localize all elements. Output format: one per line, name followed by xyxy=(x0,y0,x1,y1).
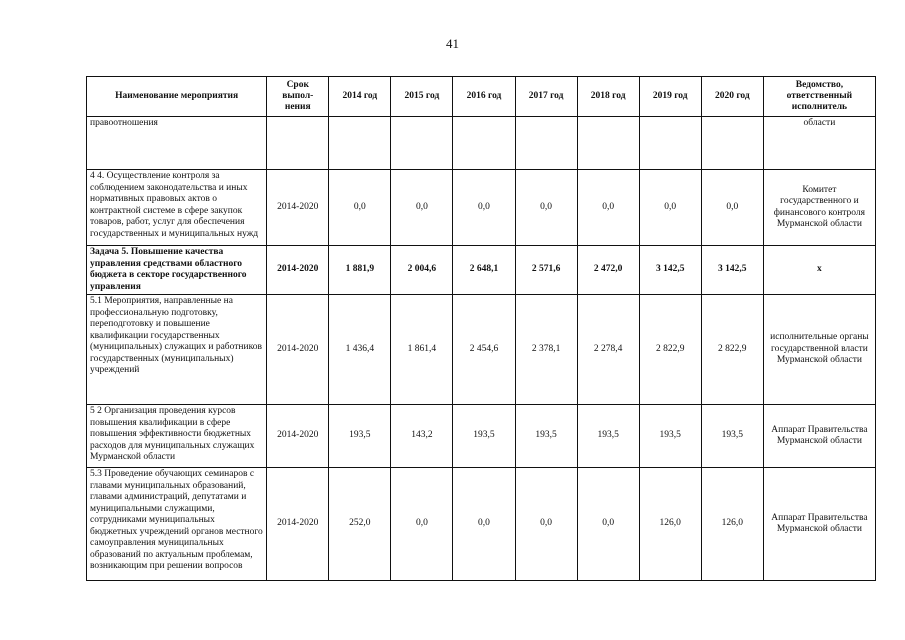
row-value-2015: 2 004,6 xyxy=(391,246,453,295)
page-number: 41 xyxy=(446,36,459,51)
header-name: Наименование мероприятия xyxy=(87,77,267,117)
row-value-2017: 2 571,6 xyxy=(515,246,577,295)
row-executor: исполнительные органы государственной власти Мурманской области xyxy=(763,295,875,405)
row-name: правоотношения xyxy=(87,117,267,170)
row-value-2017: 0,0 xyxy=(515,170,577,246)
header-2019: 2019 год xyxy=(639,77,701,117)
row-value-2014: 0,0 xyxy=(329,170,391,246)
row-value-2017: 2 378,1 xyxy=(515,295,577,405)
row-value-2015: 1 861,4 xyxy=(391,295,453,405)
row-value-2017 xyxy=(515,117,577,170)
header-2020: 2020 год xyxy=(701,77,763,117)
row-value-2018: 2 278,4 xyxy=(577,295,639,405)
table-row xyxy=(87,405,876,468)
table-row xyxy=(87,468,876,581)
row-value-2019: 3 142,5 xyxy=(639,246,701,295)
row-value-2015: 0,0 xyxy=(391,170,453,246)
row-value-2014: 1 436,4 xyxy=(329,295,391,405)
row-name: 5.1 Мероприятия, направленные на профессиональную подготовку, переподготовку и повышение квалификации государственных (муниципальных) служащих и работников государственных (муниципальных) учреждений xyxy=(87,295,267,405)
row-value-2016: 2 454,6 xyxy=(453,295,515,405)
table-row xyxy=(87,295,876,405)
header-term: Срок выпол-нения xyxy=(267,77,329,117)
row-executor: области xyxy=(763,117,875,170)
row-value-2016: 0,0 xyxy=(453,170,515,246)
row-value-2014 xyxy=(329,117,391,170)
row-value-2018: 2 472,0 xyxy=(577,246,639,295)
row-term: 2014-2020 xyxy=(267,468,329,581)
row-name: 5 2 Организация проведения курсов повышения квалификации в сфере повышения эффективности бюджетных расходов для муниципальных служащих Мурманской области xyxy=(87,405,267,468)
row-value-2017: 193,5 xyxy=(515,405,577,468)
table-row xyxy=(87,170,876,246)
row-value-2015 xyxy=(391,117,453,170)
row-value-2020: 2 822,9 xyxy=(701,295,763,405)
row-value-2016 xyxy=(453,117,515,170)
row-value-2020: 0,0 xyxy=(701,170,763,246)
row-value-2015: 143,2 xyxy=(391,405,453,468)
row-value-2019: 126,0 xyxy=(639,468,701,581)
table-header-row xyxy=(87,77,876,117)
row-value-2019: 0,0 xyxy=(639,170,701,246)
row-term: 2014-2020 xyxy=(267,295,329,405)
row-value-2020 xyxy=(701,117,763,170)
table-row xyxy=(87,117,876,170)
row-value-2020: 126,0 xyxy=(701,468,763,581)
budget-table xyxy=(86,76,876,581)
header-2014: 2014 год xyxy=(329,77,391,117)
header-executor: Ведомство, ответственный исполнитель xyxy=(763,77,875,117)
row-value-2018: 0,0 xyxy=(577,170,639,246)
row-name: 4 4. Осуществление контроля за соблюдением законодательства и иных нормативных правовых актов о контрактной системе в сфере закупок товаров, работ, услуг для обеспечения государственных и муниципальных нужд xyxy=(87,170,267,246)
row-term: 2014-2020 xyxy=(267,405,329,468)
header-2015: 2015 год xyxy=(391,77,453,117)
row-value-2014: 1 881,9 xyxy=(329,246,391,295)
row-value-2019: 193,5 xyxy=(639,405,701,468)
row-value-2017: 0,0 xyxy=(515,468,577,581)
row-executor: Комитет государственного и финансового контроля Мурманской области xyxy=(763,170,875,246)
row-value-2018: 193,5 xyxy=(577,405,639,468)
row-name: 5.3 Проведение обучающих семинаров с главами муниципальных образований, главами администраций, депутатами и муниципальными служащими, сотрудниками муниципальных бюджетных учреждений органов местного самоуправления муниципальных образований по актуальным проблемам, возникающим при решении вопросов xyxy=(87,468,267,581)
row-value-2018: 0,0 xyxy=(577,468,639,581)
header-2018: 2018 год xyxy=(577,77,639,117)
row-value-2020: 3 142,5 xyxy=(701,246,763,295)
row-value-2019: 2 822,9 xyxy=(639,295,701,405)
row-value-2020: 193,5 xyxy=(701,405,763,468)
row-value-2015: 0,0 xyxy=(391,468,453,581)
row-executor: Аппарат Правительства Мурманской области xyxy=(763,405,875,468)
table-row-task xyxy=(87,246,876,295)
row-executor: Аппарат Правительства Мурманской области xyxy=(763,468,875,581)
row-term: 2014-2020 xyxy=(267,170,329,246)
row-value-2016: 2 648,1 xyxy=(453,246,515,295)
row-executor: х xyxy=(763,246,875,295)
header-2016: 2016 год xyxy=(453,77,515,117)
row-value-2019 xyxy=(639,117,701,170)
row-term: 2014-2020 xyxy=(267,246,329,295)
header-2017: 2017 год xyxy=(515,77,577,117)
row-value-2016: 0,0 xyxy=(453,468,515,581)
row-term xyxy=(267,117,329,170)
row-name: Задача 5. Повышение качества управления средствами областного бюджета в секторе государственного управления xyxy=(87,246,267,295)
row-value-2018 xyxy=(577,117,639,170)
row-value-2016: 193,5 xyxy=(453,405,515,468)
row-value-2014: 193,5 xyxy=(329,405,391,468)
row-value-2014: 252,0 xyxy=(329,468,391,581)
